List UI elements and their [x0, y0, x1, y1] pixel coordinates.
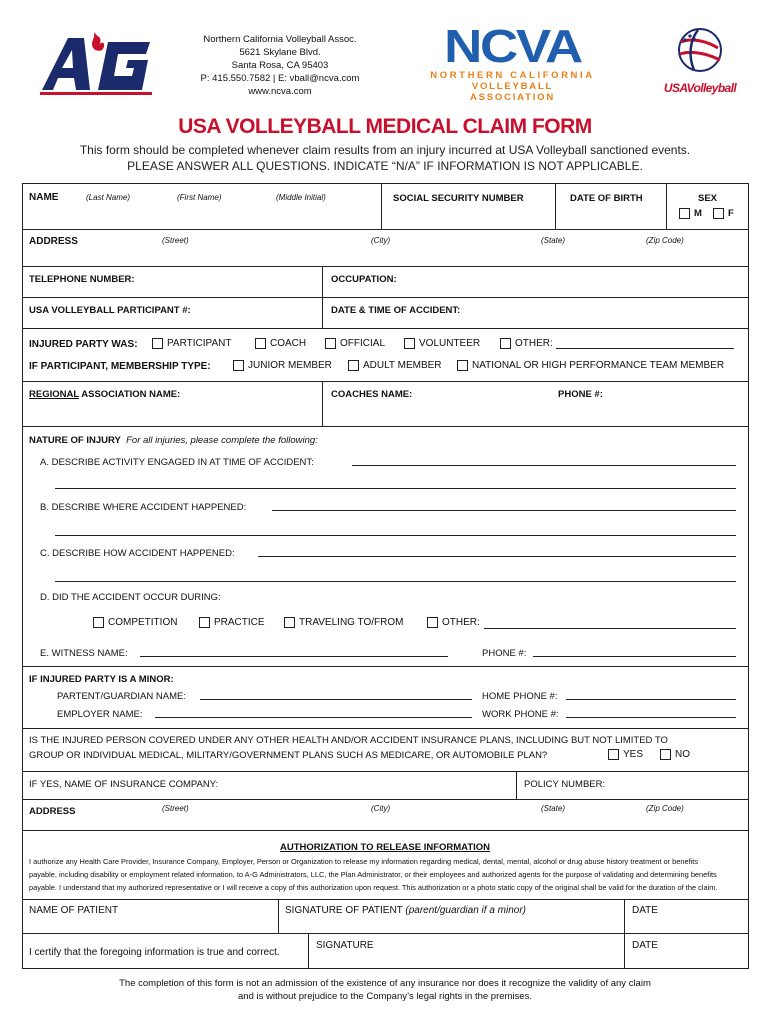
injured-volunteer-option[interactable] [404, 338, 480, 349]
insurance-state-hint: (State) [541, 804, 566, 813]
form-subtitle-2: PLEASE ANSWER ALL QUESTIONS. INDICATE “N/A” IF INFORMATION IS NOT APPLICABLE. [127, 159, 643, 173]
divider [381, 183, 382, 229]
insurance-zip-hint: (Zip Code) [646, 804, 684, 813]
injured-other-line[interactable] [556, 348, 734, 349]
traveling-label: TRAVELING TO/FROM [299, 617, 404, 629]
divider [22, 328, 749, 329]
footer-disclaimer [0, 977, 770, 1003]
injured-other-checkbox[interactable] [500, 338, 511, 349]
injured-party-label: INJURED PARTY WAS: [29, 339, 138, 350]
practice-option[interactable] [199, 617, 265, 628]
name-label: NAME [29, 192, 59, 203]
insurance-city-hint: (City) [371, 804, 391, 813]
insurance-street-hint: (Street) [162, 804, 189, 813]
date-time-accident-label: DATE & TIME OF ACCIDENT: [331, 305, 461, 316]
usa-volleyball-logo-text: USAVolleyball [663, 81, 737, 95]
insurance-no-label: NO [675, 749, 690, 761]
practice-label: PRACTICE [214, 617, 265, 629]
divider [22, 426, 749, 427]
home-phone-line[interactable] [566, 699, 736, 700]
question-a-label: A. DESCRIBE ACTIVITY ENGAGED IN AT TIME OF ACCIDENT: [40, 457, 314, 468]
other-activity-checkbox[interactable] [427, 617, 438, 628]
form-subtitle-1: This form should be completed whenever claim results from an injury incurred at USA Volleyball sanctioned events. [79, 143, 691, 157]
practice-checkbox[interactable] [199, 617, 210, 628]
witness-name-label: E. WITNESS NAME: [40, 648, 128, 659]
competition-label: COMPETITION [108, 617, 178, 629]
question-b-label: B. DESCRIBE WHERE ACCIDENT HAPPENED: [40, 502, 247, 513]
divider [22, 229, 749, 230]
insurance-address-label: ADDRESS [29, 806, 76, 817]
telephone-label: TELEPHONE NUMBER: [29, 274, 135, 285]
employer-name-label: EMPLOYER NAME: [57, 709, 143, 720]
question-c-label: C. DESCRIBE HOW ACCIDENT HAPPENED: [40, 548, 235, 559]
adult-member-checkbox[interactable] [348, 360, 359, 371]
witness-name-line[interactable] [140, 656, 448, 657]
ncva-logo-line2: VOLLEYBALL ASSOCIATION [469, 81, 556, 103]
work-phone-label: WORK PHONE #: [482, 709, 559, 720]
divider [22, 830, 749, 831]
divider [22, 799, 749, 800]
regional-underlined: REGIONAL [29, 389, 79, 400]
divider [555, 183, 556, 229]
coaches-phone-label: PHONE #: [558, 389, 603, 400]
footer-line-1: The completion of this form is not an admission of the existence of any insurance nor does it recognize the validity of any claim [119, 978, 651, 989]
middle-initial-hint: (Middle Initial) [276, 193, 326, 202]
competition-checkbox[interactable] [93, 617, 104, 628]
footer-line-2: and is without prejudice to the Company’s legal rights in the premises. [238, 991, 532, 1002]
city-hint: (City) [371, 236, 391, 245]
insurance-yes-checkbox[interactable] [608, 749, 619, 760]
patient-name-label: NAME OF PATIENT [29, 905, 119, 916]
divider [22, 666, 749, 667]
regional-rest: ASSOCIATION NAME: [78, 389, 181, 400]
divider [22, 728, 749, 729]
injured-official-checkbox[interactable] [325, 338, 336, 349]
national-member-checkbox[interactable] [457, 360, 468, 371]
nature-instruction: For all injuries, please complete the following: [126, 435, 318, 446]
injured-participant-label: PARTICIPANT [167, 338, 232, 350]
junior-member-option[interactable] [233, 360, 332, 371]
occupation-label: OCCUPATION: [331, 274, 397, 285]
question-c-line-1[interactable] [258, 556, 736, 557]
witness-phone-label: PHONE #: [482, 648, 527, 659]
work-phone-line[interactable] [566, 717, 736, 718]
membership-type-label: IF PARTICIPANT, MEMBERSHIP TYPE: [29, 361, 211, 372]
national-member-label: NATIONAL OR HIGH PERFORMANCE TEAM MEMBER [472, 360, 725, 372]
zip-hint: (Zip Code) [646, 236, 684, 245]
sex-male-label: M [694, 208, 702, 220]
injured-volunteer-checkbox[interactable] [404, 338, 415, 349]
question-d-label: D. DID THE ACCIDENT OCCUR DURING: [40, 592, 221, 603]
insurance-no-checkbox[interactable] [660, 749, 671, 760]
question-a-line-2[interactable] [55, 488, 736, 489]
usa-volleyball-logo [650, 26, 750, 95]
regional-association-label [29, 389, 180, 400]
ag-logo-graphic [38, 28, 158, 98]
policy-number-label: POLICY NUMBER: [524, 779, 606, 790]
org-street: 5621 Skylane Blvd. [239, 47, 321, 58]
divider [322, 381, 323, 426]
competition-option[interactable] [93, 617, 177, 628]
street-hint: (Street) [162, 236, 189, 245]
state-hint: (State) [541, 236, 566, 245]
divider [278, 899, 279, 933]
injured-coach-checkbox[interactable] [255, 338, 266, 349]
junior-member-label: JUNIOR MEMBER [248, 360, 332, 372]
sex-female-label: F [728, 208, 734, 220]
divider [22, 771, 749, 772]
other-activity-option[interactable] [427, 617, 480, 628]
form-frame [22, 183, 749, 900]
other-activity-line[interactable] [484, 628, 736, 629]
adult-member-label: ADULT MEMBER [363, 360, 442, 372]
authorization-line-3: payable. I understand that my authorized representative or I will receive a copy of this authorization upon request. This authorization or a photo static copy of the original shall be valid for the duration of the claim. [29, 883, 718, 892]
divider [666, 183, 667, 229]
insurance-company-label: IF YES, NAME OF INSURANCE COMPANY: [29, 779, 219, 790]
injured-coach-label: COACH [270, 338, 307, 350]
participant-number-label: USA VOLLEYBALL PARTICIPANT #: [29, 305, 191, 316]
injured-official-label: OFFICIAL [340, 338, 386, 350]
patient-signature-label [285, 905, 526, 916]
dob-label: DATE OF BIRTH [570, 193, 643, 204]
question-c-line-2[interactable] [55, 581, 736, 582]
coaches-name-label: COACHES NAME: [331, 389, 413, 400]
ssn-label: SOCIAL SECURITY NUMBER [393, 193, 524, 204]
patient-signature-text: SIGNATURE OF PATIENT [285, 905, 403, 916]
injured-other-label: OTHER: [515, 338, 553, 350]
authorization-line-1: I authorize any Health Care Provider, Insurance Company, Employer, Person or Organization to release my information regarding medical, dental, mental, alcohol or drug abuse history treatment or benefits [29, 857, 699, 866]
org-name: Northern California Volleyball Assoc. [203, 34, 357, 45]
traveling-option[interactable] [284, 617, 403, 628]
home-phone-label: HOME PHONE #: [482, 691, 558, 702]
org-city: Santa Rosa, CA 95403 [231, 60, 329, 71]
injured-participant-option[interactable] [152, 338, 231, 349]
injured-official-option[interactable] [325, 338, 385, 349]
certify-statement: I certify that the foregoing information is true and correct. [29, 947, 280, 958]
nature-of-injury [29, 435, 318, 446]
insurance-no-option[interactable] [660, 749, 690, 760]
date-label-1: DATE [632, 905, 658, 916]
guardian-name-line[interactable] [200, 699, 472, 700]
sex-female-checkbox[interactable] [713, 208, 724, 219]
question-a-line-1[interactable] [352, 465, 736, 466]
patient-signature-note: (parent/guardian if a minor) [405, 905, 527, 916]
authorization-text [29, 855, 743, 894]
ncva-logo-text: NCVA [444, 20, 581, 72]
divider [308, 933, 309, 969]
divider [22, 933, 749, 934]
injured-participant-checkbox[interactable] [152, 338, 163, 349]
witness-phone-line[interactable] [533, 656, 736, 657]
date-label-2: DATE [632, 940, 658, 951]
traveling-checkbox[interactable] [284, 617, 295, 628]
insurance-question-2: GROUP OR INDIVIDUAL MEDICAL, MILITARY/GOVERNMENT PLANS SUCH AS MEDICARE, OR AUTOMOBILE PLAN? [29, 750, 548, 761]
adult-member-option[interactable] [348, 360, 442, 371]
sex-female-option[interactable] [713, 208, 734, 219]
ag-logo [38, 28, 158, 98]
ncva-logo-line1: NORTHERN CALIFORNIA [430, 70, 595, 81]
minor-label: IF INJURED PARTY IS A MINOR: [29, 674, 174, 685]
insurance-yes-option[interactable] [608, 749, 643, 760]
authorization-line-2: payable, including disability or employment related information, to A-G Administrators, LLC, the Plan Administrator, or their employees and authorized agents for the purpose of validating and determining benefits [29, 870, 717, 879]
divider [516, 771, 517, 799]
org-address-block [180, 33, 380, 98]
signature-label: SIGNATURE [316, 940, 374, 951]
first-name-hint: (First Name) [177, 193, 222, 202]
volleyball-icon [650, 26, 750, 76]
divider [22, 381, 749, 382]
ncva-logo [430, 20, 595, 103]
insurance-yes-label: YES [623, 749, 644, 761]
employer-name-line[interactable] [155, 717, 472, 718]
injured-volunteer-label: VOLUNTEER [419, 338, 481, 350]
injured-coach-option[interactable] [255, 338, 306, 349]
sex-label: SEX [698, 193, 718, 204]
form-title: USA VOLLEYBALL MEDICAL CLAIM FORM [178, 115, 592, 138]
question-b-line-2[interactable] [55, 535, 736, 536]
authorization-heading: AUTHORIZATION TO RELEASE INFORMATION [279, 842, 491, 853]
divider [22, 266, 749, 267]
last-name-hint: (Last Name) [86, 193, 131, 202]
injured-other-option[interactable] [500, 338, 553, 349]
question-b-line-1[interactable] [272, 510, 736, 511]
nature-label: NATURE OF INJURY [29, 435, 121, 446]
guardian-name-label: PARTENT/GUARDIAN NAME: [57, 691, 186, 702]
other-activity-label: OTHER: [442, 617, 480, 629]
org-website: www.ncva.com [248, 86, 312, 97]
national-member-option[interactable] [457, 360, 724, 371]
sex-male-checkbox[interactable] [679, 208, 690, 219]
insurance-question-1: IS THE INJURED PERSON COVERED UNDER ANY OTHER HEALTH AND/OR ACCIDENT INSURANCE PLANS, INCLUDING BUT NOT LIMITED TO [29, 735, 668, 746]
divider [22, 297, 749, 298]
org-contact: P: 415.550.7582 | E: vball@ncva.com [200, 73, 360, 84]
sex-male-option[interactable] [679, 208, 702, 219]
divider [624, 899, 625, 969]
address-label: ADDRESS [29, 236, 78, 247]
junior-member-checkbox[interactable] [233, 360, 244, 371]
